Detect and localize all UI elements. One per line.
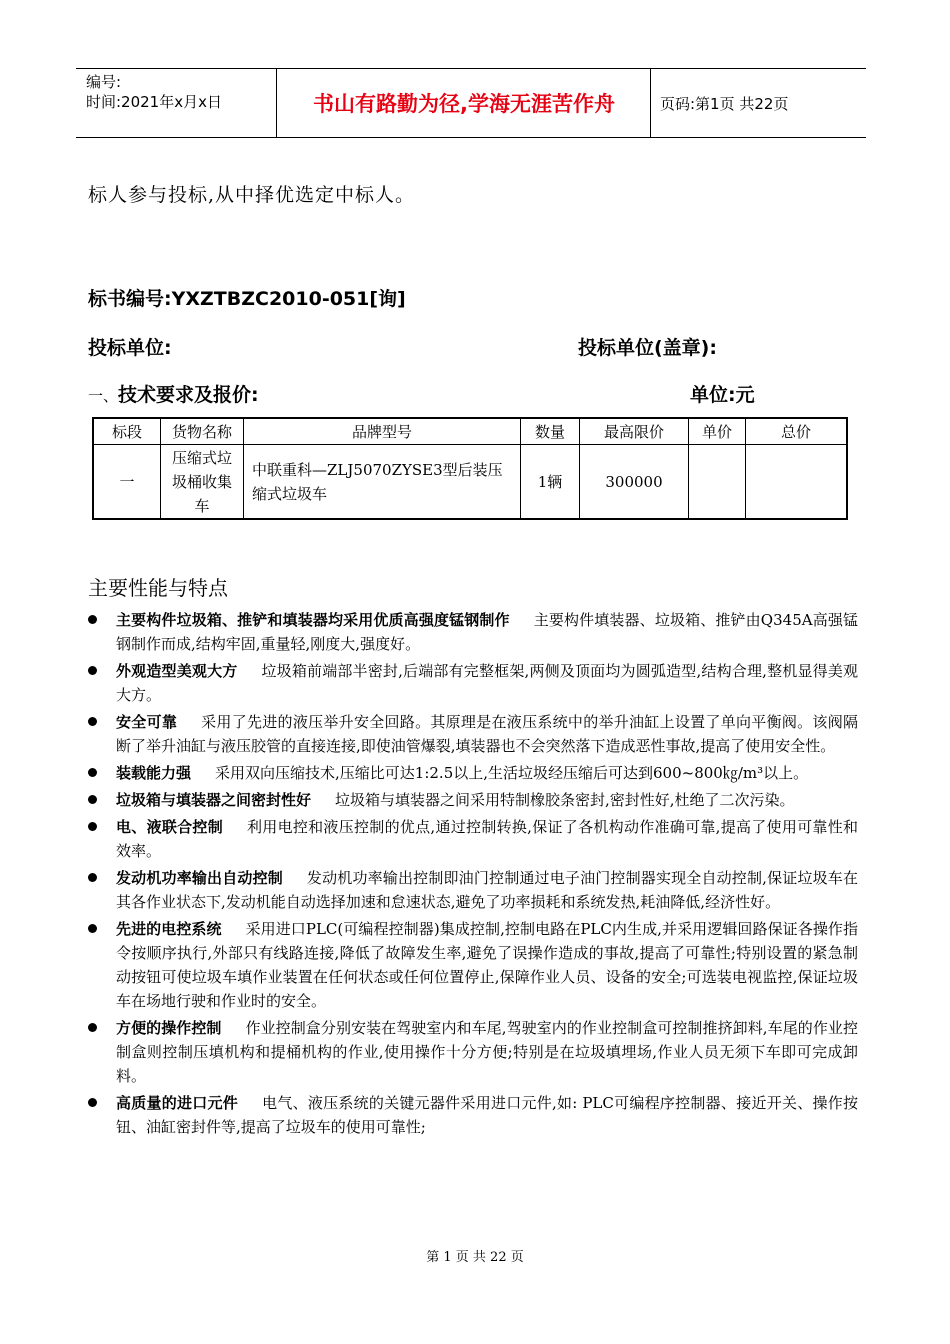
table-cell-qty: 1辆 (521, 445, 580, 520)
table-header-cell: 总价 (746, 418, 848, 445)
feature-text: 采用双向压缩技术,压缩比可达1:2.5以上,生活垃圾经压缩后可达到600~800㎏/m³以上。 (215, 764, 809, 782)
list-item (88, 788, 858, 812)
list-item (88, 761, 858, 785)
bullet-icon (88, 822, 97, 831)
section-number: 一、 (88, 387, 119, 405)
bullet-icon (88, 666, 97, 675)
bullet-icon (88, 873, 97, 882)
bullet-icon (88, 1098, 97, 1107)
number-label: 编号: (86, 73, 122, 91)
feature-title: 高质量的进口元件 (116, 1094, 239, 1112)
table-row (93, 445, 847, 520)
feature-title: 装载能力强 (116, 764, 192, 782)
feature-title: 方便的操作控制 (116, 1019, 222, 1037)
table-header-cell: 品牌型号 (244, 418, 521, 445)
bidder-seal-label: 投标单位(盖章): (578, 337, 717, 359)
feature-text: 垃圾箱前端部半密封,后端部有完整框架,两侧及顶面均为圆弧造型,结构合理,整机显得美观大方。 (116, 662, 858, 704)
list-item (88, 1016, 858, 1088)
table-cell-max-price: 300000 (580, 445, 689, 520)
table-header-row (93, 418, 847, 445)
header-motto: 书山有路勤为径,学海无涯苦作舟 (313, 92, 615, 116)
bullet-icon (88, 768, 97, 777)
bidder-label: 投标单位: (88, 337, 172, 359)
list-item (88, 1091, 858, 1139)
feature-text: 采用进口PLC(可编程控制器)集成控制,控制电路在PLC内生成,并采用逻辑回路保证各操作指令按顺序执行,外部只有线路连接,降低了故障发生率,避免了误操作造成的事故,提高了可靠性;特别设置的紧急制动按钮可使垃圾车填作业装置在任何状态或任何位置停止,保障作业人员、设备的安全;可选装电视监控,保证垃圾车在场地行驶和作业时的安全。 (116, 920, 858, 1010)
list-item (88, 917, 858, 1013)
header-divider (276, 69, 277, 137)
page-info: 页码:第1页 共22页 (660, 95, 789, 113)
feature-text: 垃圾箱与填装器之间采用特制橡胶条密封,密封性好,杜绝了二次污染。 (335, 791, 795, 809)
feature-text: 作业控制盒分别安装在驾驶室内和车尾,驾驶室内的作业控制盒可控制推挤卸料,车尾的作业控制盒则控制压填机构和提桶机构的作业,使用操作十分方便;特别是在垃圾填埋场,作业人员无须下车即可完成卸料。 (116, 1019, 858, 1085)
bullet-icon (88, 795, 97, 804)
list-item (88, 608, 858, 656)
feature-title: 安全可靠 (116, 713, 178, 731)
features-title: 主要性能与特点 (88, 576, 228, 600)
bullet-icon (88, 615, 97, 624)
list-item (88, 710, 858, 758)
header-divider (650, 69, 651, 137)
table-cell-unit-price (689, 445, 746, 520)
table-cell-total (746, 445, 848, 520)
table-cell-section: 一 (93, 445, 161, 520)
time-label: 时间:2021年x月x日 (86, 93, 222, 111)
price-table (92, 417, 848, 520)
bullet-icon (88, 717, 97, 726)
feature-text: 主要构件填装器、垃圾箱、推铲由Q345A高强锰钢制作而成,结构牢固,重量轻,刚度大,强度好。 (116, 611, 858, 653)
section-title: 技术要求及报价: (118, 384, 259, 406)
list-item (88, 815, 858, 863)
feature-list (88, 608, 858, 1142)
table-cell-brand: 中联重科—ZLJ5070ZYSE3型后装压缩式垃圾车 (244, 445, 521, 520)
page-header (76, 68, 866, 138)
section-heading (88, 380, 259, 407)
feature-text: 利用电控和液压控制的优点,通过控制转换,保证了各机构动作准确可靠,提高了使用可靠性和效率。 (116, 818, 858, 860)
table-header-cell: 最高限价 (580, 418, 689, 445)
feature-title: 先进的电控系统 (116, 920, 222, 938)
feature-title: 垃圾箱与填装器之间密封性好 (116, 791, 312, 809)
bullet-icon (88, 1023, 97, 1032)
feature-title: 发动机功率输出自动控制 (116, 869, 283, 887)
feature-text: 采用了先进的液压举升安全回路。其原理是在液压系统中的举升油缸上设置了单向平衡阀。该阀隔断了举升油缸与液压胶管的直接连接,即使油管爆裂,填装器也不会突然落下造成恶性事故,提高了使用安全性。 (116, 713, 858, 755)
table-header-cell: 标段 (93, 418, 161, 445)
feature-title: 电、液联合控制 (116, 818, 223, 836)
feature-title: 主要构件垃圾箱、推铲和填装器均采用优质高强度锰钢制作 (116, 611, 510, 629)
table-cell-goods: 压缩式垃圾桶收集车 (161, 445, 244, 520)
page-footer: 第 1 页 共 22 页 (426, 1250, 524, 1265)
list-item (88, 659, 858, 707)
header-left (86, 72, 222, 112)
unit-label: 单位:元 (690, 384, 755, 406)
list-item (88, 866, 858, 914)
bid-number: 标书编号:YXZTBZC2010-051[询] (88, 288, 406, 310)
table-header-cell: 货物名称 (161, 418, 244, 445)
intro-text: 标人参与投标,从中择优选定中标人。 (88, 184, 416, 206)
feature-title: 外观造型美观大方 (116, 662, 238, 680)
feature-text: 发动机功率输出控制即油门控制通过电子油门控制器实现全自动控制,保证垃圾车在其各作业状态下,发动机能自动选择加速和怠速状态,避免了功率损耗和系统发热,耗油降低,经济性好。 (116, 869, 858, 911)
feature-text: 电气、液压系统的关键元器件采用进口元件,如: PLC可编程序控制器、接近开关、操作按钮、油缸密封件等,提高了垃圾车的使用可靠性; (116, 1094, 858, 1136)
bullet-icon (88, 924, 97, 933)
table-header-cell: 数量 (521, 418, 580, 445)
table-header-cell: 单价 (689, 418, 746, 445)
